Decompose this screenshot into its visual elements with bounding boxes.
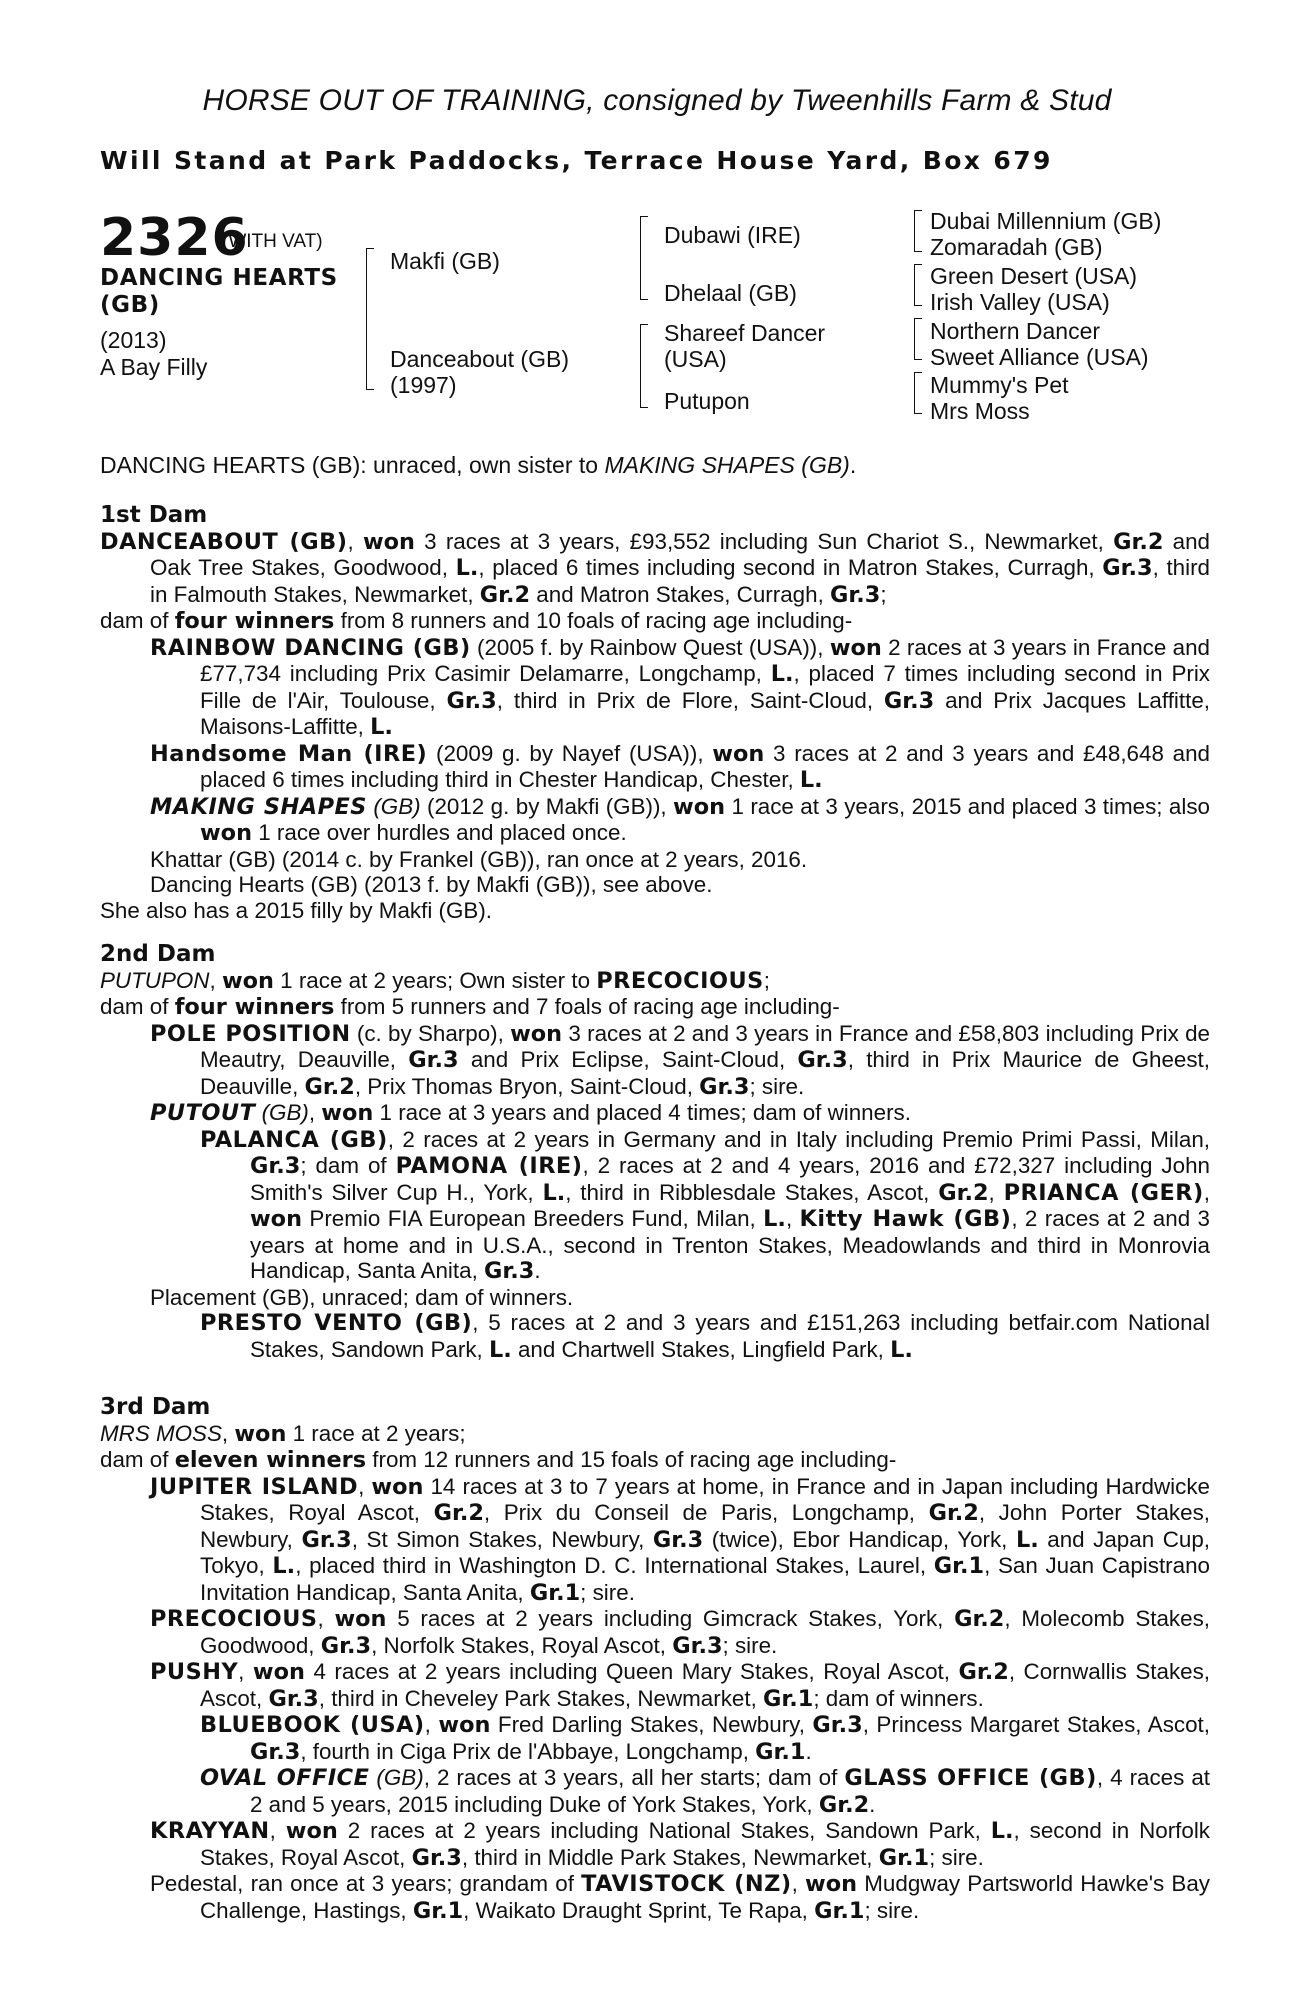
produce-entry: BLUEBOOK (USA), won Fred Darling Stakes, Newbury, Gr.3, Princess Margaret Stakes, Ascot, Gr.3, fourth in Ciga Prix de l'Abbaye, Longchamp, Gr.1. bbox=[200, 1712, 1210, 1765]
first-dam-record: DANCEABOUT (GB), won 3 races at 3 years, £93,552 including Sun Chariot S., Newmarket, Gr.2 and Oak Tree Stakes, Goodwood, L., placed 6 times including second in Matron Stakes, Curragh, Gr.3, third in Falmouth Stakes, Newmarket, Gr.2 and Matron Stakes, Curragh, Gr.3; bbox=[100, 528, 1210, 608]
horse-name-line1: DANCING HEARTS bbox=[100, 265, 338, 291]
dam-sire bbox=[664, 320, 825, 372]
dam-name: Danceabout (GB) bbox=[390, 346, 569, 372]
ggp-2: Zomaradah (GB) bbox=[930, 234, 1103, 260]
produce-entry: Pedestal, ran once at 3 years; grandam of TAVISTOCK (NZ), won Mudgway Partsworld Hawke's Bay Challenge, Hastings, Gr.1, Waikato Draught Sprint, Te Rapa, Gr.1; sire. bbox=[150, 1871, 1210, 1924]
horse-name bbox=[100, 265, 360, 319]
produce-entry: Dancing Hearts (GB) (2013 f. by Makfi (GB)), see above. bbox=[150, 872, 713, 897]
first-dam-heading: 1st Dam bbox=[100, 502, 208, 528]
horse-description: A Bay Filly bbox=[100, 354, 208, 380]
produce-note: She also has a 2015 filly by Makfi (GB). bbox=[100, 897, 493, 923]
second-dam-section bbox=[100, 942, 1210, 1363]
produce-entry: OVAL OFFICE (GB), 2 races at 3 years, all her starts; dam of GLASS OFFICE (GB), 4 races at 2 and 5 years, 2015 including Duke of York Stakes, York, Gr.2. bbox=[200, 1765, 1211, 1818]
dam-dam: Putupon bbox=[664, 388, 750, 414]
produce-entry: RAINBOW DANCING (GB) (2005 f. by Rainbow Quest (USA)), won 2 races at 3 years in France and £77,734 including Prix Casimir Delamarre, Longchamp, L., placed 7 times including second in Prix Fille de l'Air, Toulouse, Gr.3, third in Prix de Flore, Saint-Cloud, Gr.3 and Prix Jacques Laffitte, Maisons-Laffitte, L. bbox=[150, 634, 1211, 740]
sire: Makfi (GB) bbox=[390, 248, 500, 274]
page-title: HORSE OUT OF TRAINING, consigned by Tweenhills Farm & Stud bbox=[202, 84, 1112, 117]
ggp-6: Sweet Alliance (USA) bbox=[930, 344, 1149, 370]
sire-dam: Dhelaal (GB) bbox=[664, 280, 797, 306]
horse-year: (2013) bbox=[100, 327, 167, 353]
dam-sire-name: Shareef Dancer bbox=[664, 320, 826, 346]
pedigree-brace-sire bbox=[640, 216, 648, 300]
pedigree-brace-ggp4 bbox=[914, 372, 922, 414]
produce-entry: Placement (GB), unraced; dam of winners. bbox=[150, 1284, 574, 1310]
dam-sire-country: (USA) bbox=[664, 346, 727, 372]
ggp-4: Irish Valley (USA) bbox=[930, 289, 1110, 315]
first-dam-section bbox=[100, 503, 1210, 923]
third-dam-section bbox=[100, 1395, 1210, 1924]
third-dam-record: MRS MOSS, won 1 race at 2 years; bbox=[100, 1420, 466, 1447]
dam-year: (1997) bbox=[390, 372, 457, 398]
produce-entry: PALANCA (GB), 2 races at 2 years in Germany and in Italy including Premio Primi Passi, Milan, Gr.3; dam of PAMONA (IRE), 2 races at 2 and 4 years, 2016 and £72,327 including John Smith's Silver Cup H., York, L., third in Ribblesdale Stakes, Ascot, Gr.2, PRIANCA (GER), won Premio FIA European Breeders Fund, Milan, L., Kitty Hawk (GB), 2 races at 2 and 3 years at home and in U.S.A., second in Trenton Stakes, Meadowlands and third in Monrovia Handicap, Santa Anita, Gr.3. bbox=[200, 1126, 1210, 1284]
third-dam-produce-summary: dam of eleven winners from 12 runners and 15 foals of racing age including- bbox=[100, 1447, 897, 1473]
second-dam-heading: 2nd Dam bbox=[100, 941, 216, 967]
summary-text: DANCING HEARTS (GB): unraced, own sister to bbox=[100, 452, 605, 478]
summary-end: . bbox=[849, 452, 857, 478]
pedigree-brace-ggp2 bbox=[914, 264, 922, 306]
produce-entry: PUTOUT (GB), won 1 race at 3 years and placed 4 times; dam of winners. bbox=[150, 1100, 911, 1126]
summary-sibling: MAKING SHAPES (GB) bbox=[604, 452, 850, 478]
dam bbox=[390, 346, 569, 398]
produce-entry: KRAYYAN, won 2 races at 2 years including National Stakes, Sandown Park, L., second in Norfolk Stakes, Royal Ascot, Gr.3, third in Middle Park Stakes, Newmarket, Gr.1; sire. bbox=[150, 1818, 1210, 1871]
horse-summary bbox=[100, 452, 856, 479]
stable-location: Will Stand at Park Paddocks, Terrace House Yard, Box 679 bbox=[100, 146, 1053, 175]
produce-entry: Khattar (GB) (2014 c. by Frankel (GB)), ran once at 2 years, 2016. bbox=[150, 846, 808, 872]
pedigree-brace-dam bbox=[640, 324, 648, 408]
produce-entry: Handsome Man (IRE) (2009 g. by Nayef (USA)), won 3 races at 2 and 3 years and £48,648 and placed 6 times including third in Chester Handicap, Chester, L. bbox=[150, 740, 1210, 793]
produce-entry: PRESTO VENTO (GB), 5 races at 2 and 3 years and £151,263 including betfair.com National Stakes, Sandown Park, L. and Chartwell Stakes, Lingfield Park, L. bbox=[200, 1310, 1210, 1363]
third-dam-heading: 3rd Dam bbox=[100, 1394, 211, 1420]
pedigree-brace-ggp3 bbox=[914, 318, 922, 360]
ggp-8: Mrs Moss bbox=[930, 398, 1030, 424]
pedigree-brace-ggp1 bbox=[914, 210, 922, 252]
second-dam-record: PUTUPON, won 1 race at 2 years; Own sister to PRECOCIOUS; bbox=[100, 967, 771, 994]
produce-entry: PUSHY, won 4 races at 2 years including Queen Mary Stakes, Royal Ascot, Gr.2, Cornwallis Stakes, Ascot, Gr.3, third in Cheveley Park Stakes, Newmarket, Gr.1; dam of winners. bbox=[150, 1659, 1211, 1712]
produce-entry: POLE POSITION (c. by Sharpo), won 3 races at 2 and 3 years in France and £58,803 including Prix de Meautry, Deauville, Gr.3 and Prix Eclipse, Saint-Cloud, Gr.3, third in Prix Maurice de Gheest, Deauville, Gr.2, Prix Thomas Bryon, Saint-Cloud, Gr.3; sire. bbox=[150, 1020, 1210, 1100]
lot-number: 2326 bbox=[100, 208, 249, 268]
ggp-7: Mummy's Pet bbox=[930, 372, 1069, 398]
ggp-3: Green Desert (USA) bbox=[930, 263, 1138, 289]
sire-sire: Dubawi (IRE) bbox=[664, 222, 801, 248]
second-dam-produce-summary: dam of four winners from 5 runners and 7 foals of racing age including- bbox=[100, 994, 840, 1020]
produce-entry: MAKING SHAPES (GB) (2012 g. by Makfi (GB)), won 1 race at 3 years, 2015 and placed 3 times; also won 1 race over hurdles and placed once. bbox=[150, 793, 1211, 846]
first-dam-produce-summary: dam of four winners from 8 runners and 10 foals of racing age including- bbox=[100, 608, 853, 634]
pedigree-brace-parents bbox=[366, 248, 374, 390]
produce-entry: PRECOCIOUS, won 5 races at 2 years including Gimcrack Stakes, York, Gr.2, Molecomb Stakes, Goodwood, Gr.3, Norfolk Stakes, Royal Ascot, Gr.3; sire. bbox=[150, 1606, 1210, 1659]
ggp-5: Northern Dancer bbox=[930, 318, 1101, 344]
horse-name-line2: (GB) bbox=[100, 292, 160, 318]
ggp-1: Dubai Millennium (GB) bbox=[930, 208, 1162, 234]
vat-note: (WITH VAT) bbox=[222, 231, 323, 252]
produce-entry: JUPITER ISLAND, won 14 races at 3 to 7 years at home, in France and in Japan including Hardwicke Stakes, Royal Ascot, Gr.2, Prix du Conseil de Paris, Longchamp, Gr.2, John Porter Stakes, Newbury, Gr.3, St Simon Stakes, Newbury, Gr.3 (twice), Ebor Handicap, York, L. and Japan Cup, Tokyo, L., placed third in Washington D. C. International Stakes, Laurel, Gr.1, San Juan Capistrano Invitation Handicap, Santa Anita, Gr.1; sire. bbox=[150, 1473, 1211, 1606]
